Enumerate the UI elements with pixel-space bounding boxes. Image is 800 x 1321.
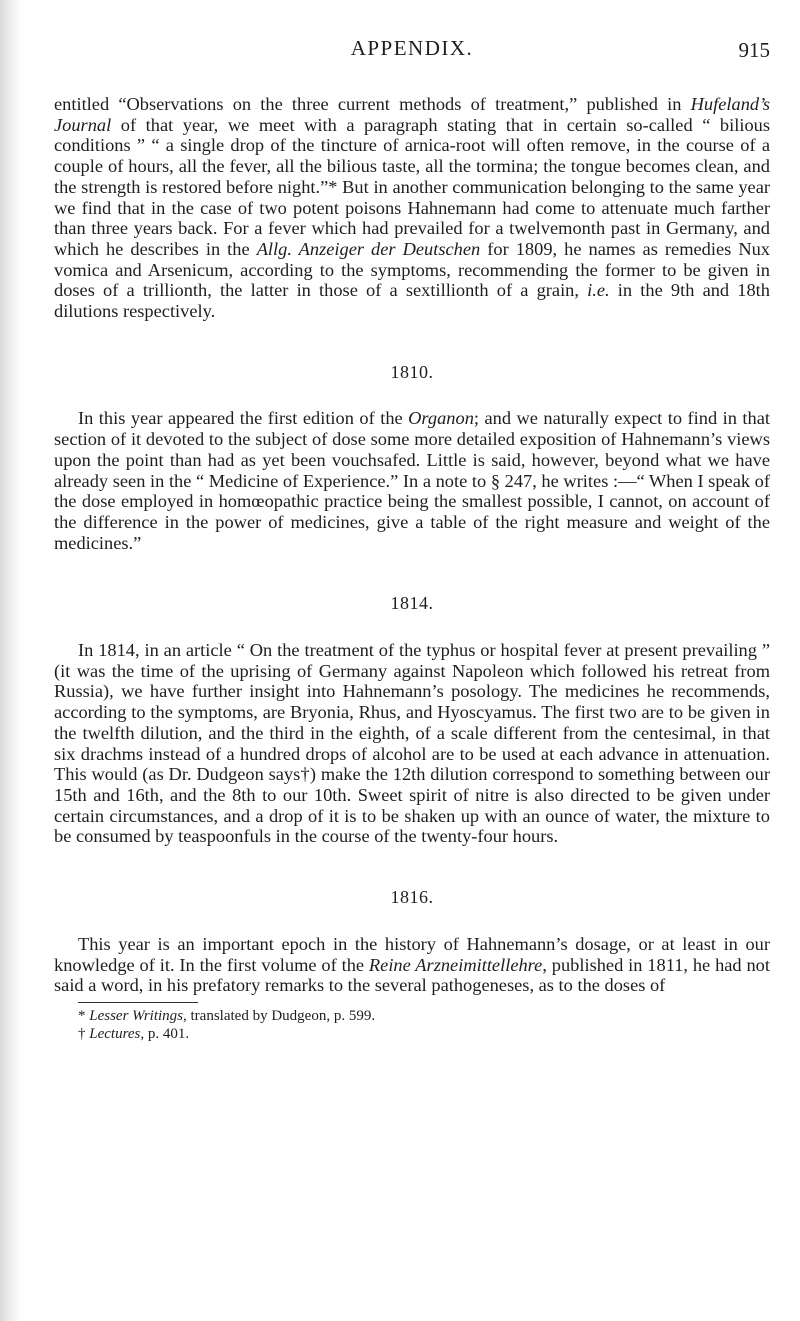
page-body [54, 94, 770, 1043]
running-title: APPENDIX. [350, 36, 474, 60]
section-year-heading: 1810. [390, 361, 434, 382]
page-number: 915 [738, 38, 770, 62]
italic-text: Organon [408, 408, 474, 429]
body-paragraph: In 1814, in an article “ On the treatment of the typhus or hospital fever at present prevailing ” (it was the time of the uprising of Germany against Napoleon which followed his retreat from Russia), we have further insight into Hahnemann’s posology. The medicines he recommends, according to the symptoms, are Bryonia, Rhus, and Hyoscyamus. The first two are to be given in the twelfth dilution, and the third in the eighth, of a scale different from the centesimal, in that six drachms instead of a hundred drops of alcohol are to be used at each advance in attenuation. This would (as Dr. Dudgeon says†) make the 12th dilution correspond to something between our 15th and 16th, and the 8th to our 10th. Sweet spirit of nitre is also directed to be given under certain circumstances, and a drop of it is to be shaken up with an ounce of water, the mixture to be consumed by teaspoonfuls in the course of the twenty-four hours. [54, 640, 770, 847]
italic-text: Lesser Writings [89, 1007, 184, 1024]
footnote: † Lectures, p. 401. [78, 1025, 190, 1042]
section-year-heading: 1816. [390, 887, 434, 908]
body-paragraph: This year is an important epoch in the history of Hahnemann’s dosage, or at least in our knowledge of it. In the first volume of the Reine Arzneimittellehre, published in 1811, he had not said a word, in his prefatory remarks to the several pathogeneses, as to the doses of [54, 933, 770, 996]
italic-text: i.e. [587, 280, 610, 301]
italic-text: Reine Arzneimittellehre [368, 954, 543, 975]
section-year-heading: 1814. [390, 593, 434, 614]
italic-text: Lectures [89, 1025, 141, 1042]
page-binding-shadow [0, 0, 22, 1321]
footnote: * Lesser Writings, translated by Dudgeon, p. 599. [78, 1007, 376, 1024]
page-header [54, 36, 770, 68]
body-paragraph: In this year appeared the first edition of the Organon; and we naturally expect to find in that section of it devoted to the subject of dose some more detailed exposition of Hahnemann’s views upon the point than had as yet been vouchsafed. Little is said, however, beyond what we have already seen in the “ Medicine of Experience.” In a note to § 247, he writes :—“ When I speak of the dose employed in homœopathic practice being the smallest possible, I cannot, on account of the difference in the power of medicines, give a table of the right measure and weight of the medicines.” [54, 408, 770, 553]
italic-text: Hufeland’s Journal [54, 94, 770, 135]
italic-text: Allg. Anzeiger der Deutschen [256, 238, 481, 259]
body-paragraph: entitled “Observations on the three current methods of treatment,” published in Hufeland’s Journal of that year, we meet with a paragraph stating that in certain so-called “ bilious conditions ” “ a single drop of the tincture of arnica-root will often remove, in the course of a couple of hours, all the fever, all the bilious taste, all the tormina; the tongue becomes clean, and the strength is restored before night.”* But in another communication belonging to the same year we find that in the case of two potent poisons Hahnemann had come to attenuate much farther than three years back. For a fever which had prevailed for a twelvemonth past in Germany, and which he describes in the Allg. Anzeiger der Deutschen for 1809, he names as remedies Nux vomica and Arsenicum, according to the symptoms, recommending the former to be given in doses of a trillionth, the latter in those of a sextillionth of a grain, i.e. in the 9th and 18th dilutions respectively. [54, 94, 770, 322]
footnote-rule [78, 1002, 198, 1003]
